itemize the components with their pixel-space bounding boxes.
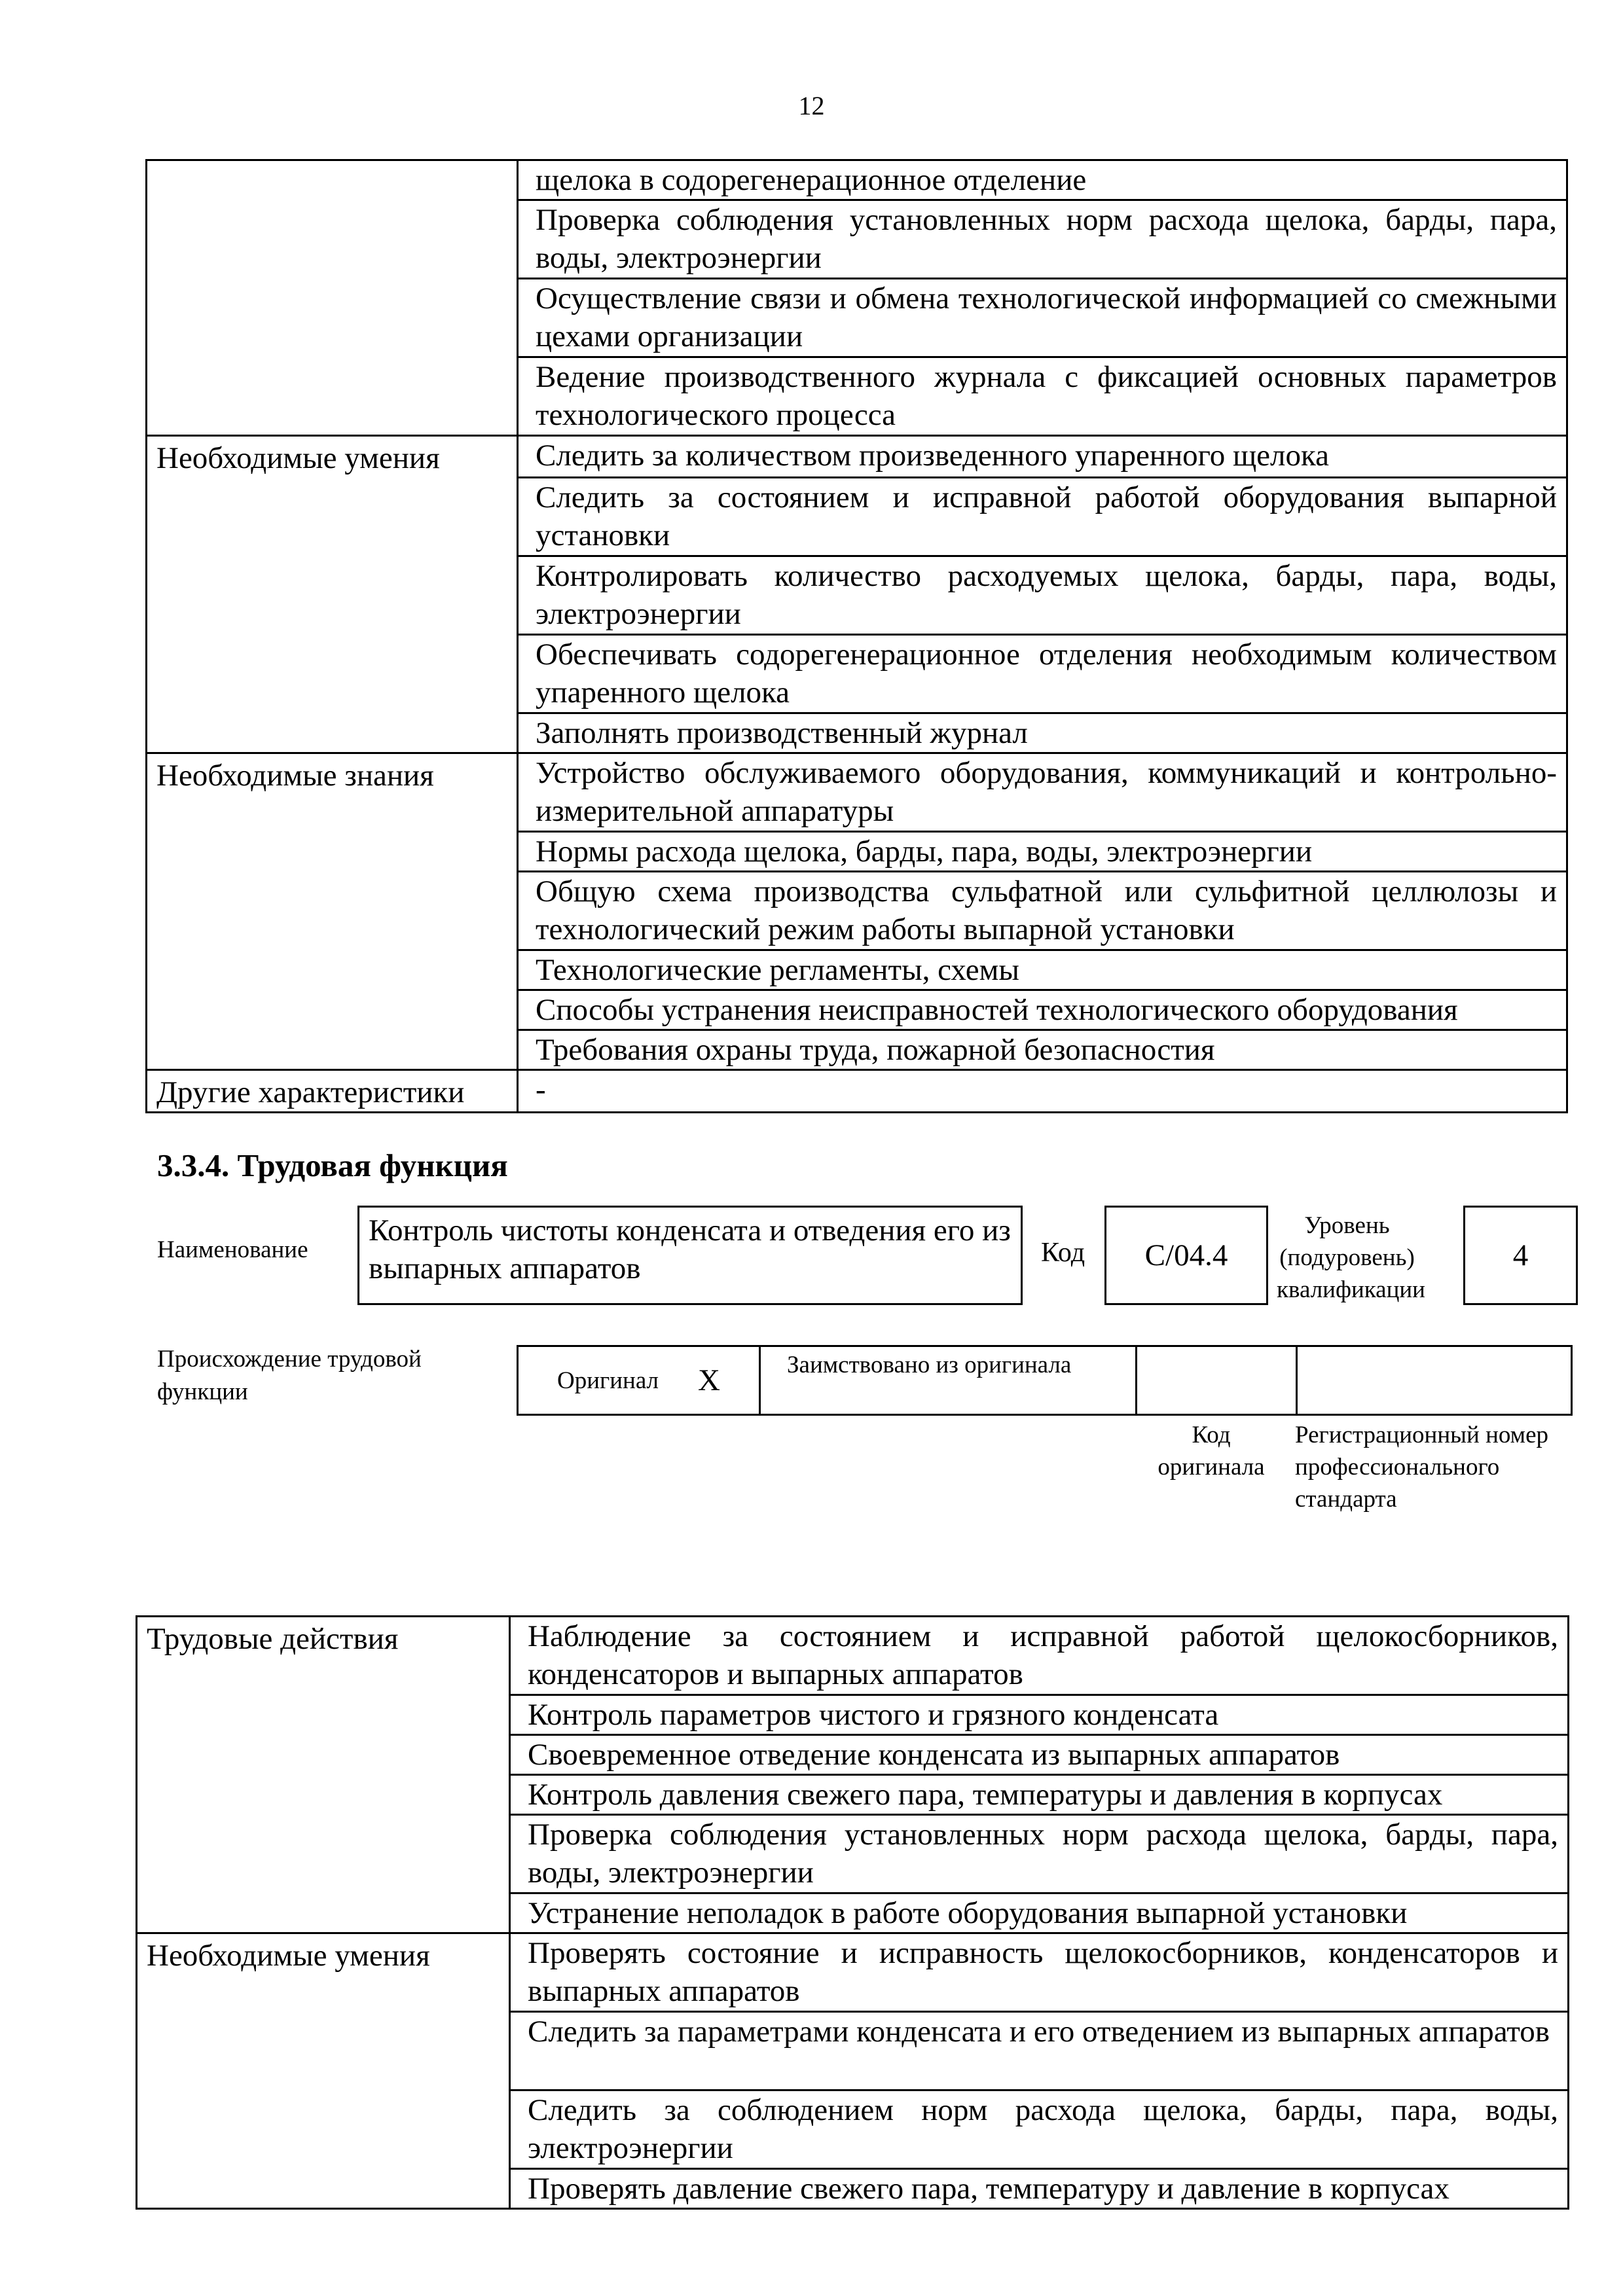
row-label (147, 160, 518, 200)
row-label (147, 871, 518, 950)
original-label: Оригинал (557, 1367, 659, 1394)
row-label (147, 990, 518, 1030)
row-value: Обеспечивать содорегенерационное отделения необходимым количеством упаренного щелока (518, 634, 1567, 713)
table-row (147, 357, 1567, 436)
table-row (137, 1617, 1569, 1695)
original-mark: Х (698, 1363, 720, 1397)
table-row (137, 1933, 1569, 2012)
row-label-skills: Необходимые умения (147, 436, 518, 478)
table-row (147, 1069, 1567, 1112)
row-label (147, 477, 518, 556)
row-value: - (518, 1069, 1567, 1112)
table-row (147, 160, 1567, 200)
table-row (147, 279, 1567, 357)
table-row (147, 200, 1567, 279)
row-label (137, 2090, 510, 2169)
row-value: Следить за соблюдением норм расхода щелока, барды, пара, воды, электроэнергии (510, 2090, 1569, 2169)
table-row (147, 634, 1567, 713)
row-label (137, 1815, 510, 1893)
name-label: Наименование (157, 1236, 308, 1263)
row-value: Проверять состояние и исправность щелокосборников, конденсаторов и выпарных аппаратов (510, 1933, 1569, 2012)
table-row (137, 1775, 1569, 1815)
table-row (137, 1735, 1569, 1775)
row-value: Устройство обслуживаемого оборудования, коммуникаций и контрольно-измерительной аппаратуры (518, 753, 1567, 831)
row-label (147, 556, 518, 634)
registration-number-cell (1297, 1346, 1572, 1415)
row-value: Ведение производственного журнала с фиксацией основных параметров технологического процесса (518, 357, 1567, 436)
borrowed-cell: Заимствовано из оригинала (760, 1346, 1137, 1415)
level-label: Уровень (подуровень) квалификации (1277, 1212, 1425, 1303)
table-row (137, 1893, 1569, 1933)
row-label (147, 634, 518, 713)
table-row (147, 713, 1567, 753)
row-label-skills: Необходимые умения (137, 1933, 510, 2012)
table-row (137, 2012, 1569, 2090)
table-row (147, 753, 1567, 831)
code-value-box: С/04.4 (1104, 1206, 1268, 1305)
row-value: Контроль давления свежего пара, температуры и давления в корпусах (510, 1775, 1569, 1815)
row-label (147, 831, 518, 871)
table-row (137, 1695, 1569, 1735)
row-label-knowledge: Необходимые знания (147, 753, 518, 831)
row-label-actions: Трудовые действия (137, 1617, 510, 1695)
section-heading: 3.3.4. Трудовая функция (157, 1147, 508, 1183)
level-value-box: 4 (1463, 1206, 1578, 1305)
row-value: Способы устранения неисправностей технологического оборудования (518, 990, 1567, 1030)
table-row (137, 2169, 1569, 2209)
caption-registration-number: Регистрационный номер профессионального стандарта (1295, 1422, 1549, 1513)
row-value: Следить за параметрами конденсата и его отведением из выпарных аппаратов (510, 2012, 1569, 2090)
row-value: Контроль параметров чистого и грязного конденсата (510, 1695, 1569, 1735)
row-value: Проверять давление свежего пара, температуру и давление в корпусах (510, 2169, 1569, 2209)
row-value: Общую схема производства сульфатной или сульфитной целлюлозы и технологический режим работы выпарной установки (518, 871, 1567, 950)
table-row (137, 1815, 1569, 1893)
row-label (137, 1893, 510, 1933)
row-value: Осуществление связи и обмена технологической информацией со смежными цехами организации (518, 279, 1567, 357)
row-label (147, 950, 518, 990)
row-label (137, 1695, 510, 1735)
row-value: Требования охраны труда, пожарной безопасностия (518, 1030, 1567, 1069)
origin-table (517, 1345, 1573, 1416)
labor-function-table (136, 1615, 1569, 2210)
row-value: Технологические регламенты, схемы (518, 950, 1567, 990)
row-label (147, 200, 518, 279)
table-row (147, 950, 1567, 990)
row-label (137, 2012, 510, 2090)
row-value: Проверка соблюдения установленных норм расхода щелока, барды, пара, воды, электроэнергии (518, 200, 1567, 279)
table-row (147, 1030, 1567, 1069)
original-code-cell (1137, 1346, 1297, 1415)
row-value: Устранение неполадок в работе оборудования выпарной установки (510, 1893, 1569, 1933)
page-number: 12 (798, 91, 825, 120)
row-value: Контролировать количество расходуемых щелока, барды, пара, воды, электроэнергии (518, 556, 1567, 634)
caption-original-code: Код оригинала (1158, 1422, 1265, 1480)
continued-function-table (145, 159, 1568, 1113)
original-cell (518, 1346, 760, 1415)
row-label (147, 279, 518, 357)
table-row (147, 556, 1567, 634)
table-row (147, 831, 1567, 871)
row-label (147, 713, 518, 753)
row-label (137, 2169, 510, 2209)
origin-label: Происхождение трудовой функции (157, 1346, 422, 1405)
table-row (147, 436, 1567, 478)
row-value: щелока в содорегенерационное отделение (518, 160, 1567, 200)
row-value: Своевременное отведение конденсата из выпарных аппаратов (510, 1735, 1569, 1775)
row-value: Следить за количеством произведенного упаренного щелока (518, 436, 1567, 478)
row-value: Заполнять производственный журнал (518, 713, 1567, 753)
row-label (147, 1030, 518, 1069)
row-value: Наблюдение за состоянием и исправной работой щелокосборников, конденсаторов и выпарных аппаратов (510, 1617, 1569, 1695)
table-row (137, 2090, 1569, 2169)
table-row (147, 871, 1567, 950)
row-value: Проверка соблюдения установленных норм расхода щелока, барды, пара, воды, электроэнергии (510, 1815, 1569, 1893)
row-label (137, 1775, 510, 1815)
table-row (147, 990, 1567, 1030)
code-label: Код (1041, 1238, 1085, 1268)
name-value-box: Контроль чистоты конденсата и отведения его из выпарных аппаратов (357, 1206, 1023, 1305)
row-label (147, 357, 518, 436)
table-row (147, 477, 1567, 556)
row-value: Следить за состоянием и исправной работой оборудования выпарной установки (518, 477, 1567, 556)
row-label-other: Другие характеристики (147, 1069, 518, 1112)
row-value: Нормы расхода щелока, барды, пара, воды, электроэнергии (518, 831, 1567, 871)
row-label (137, 1735, 510, 1775)
